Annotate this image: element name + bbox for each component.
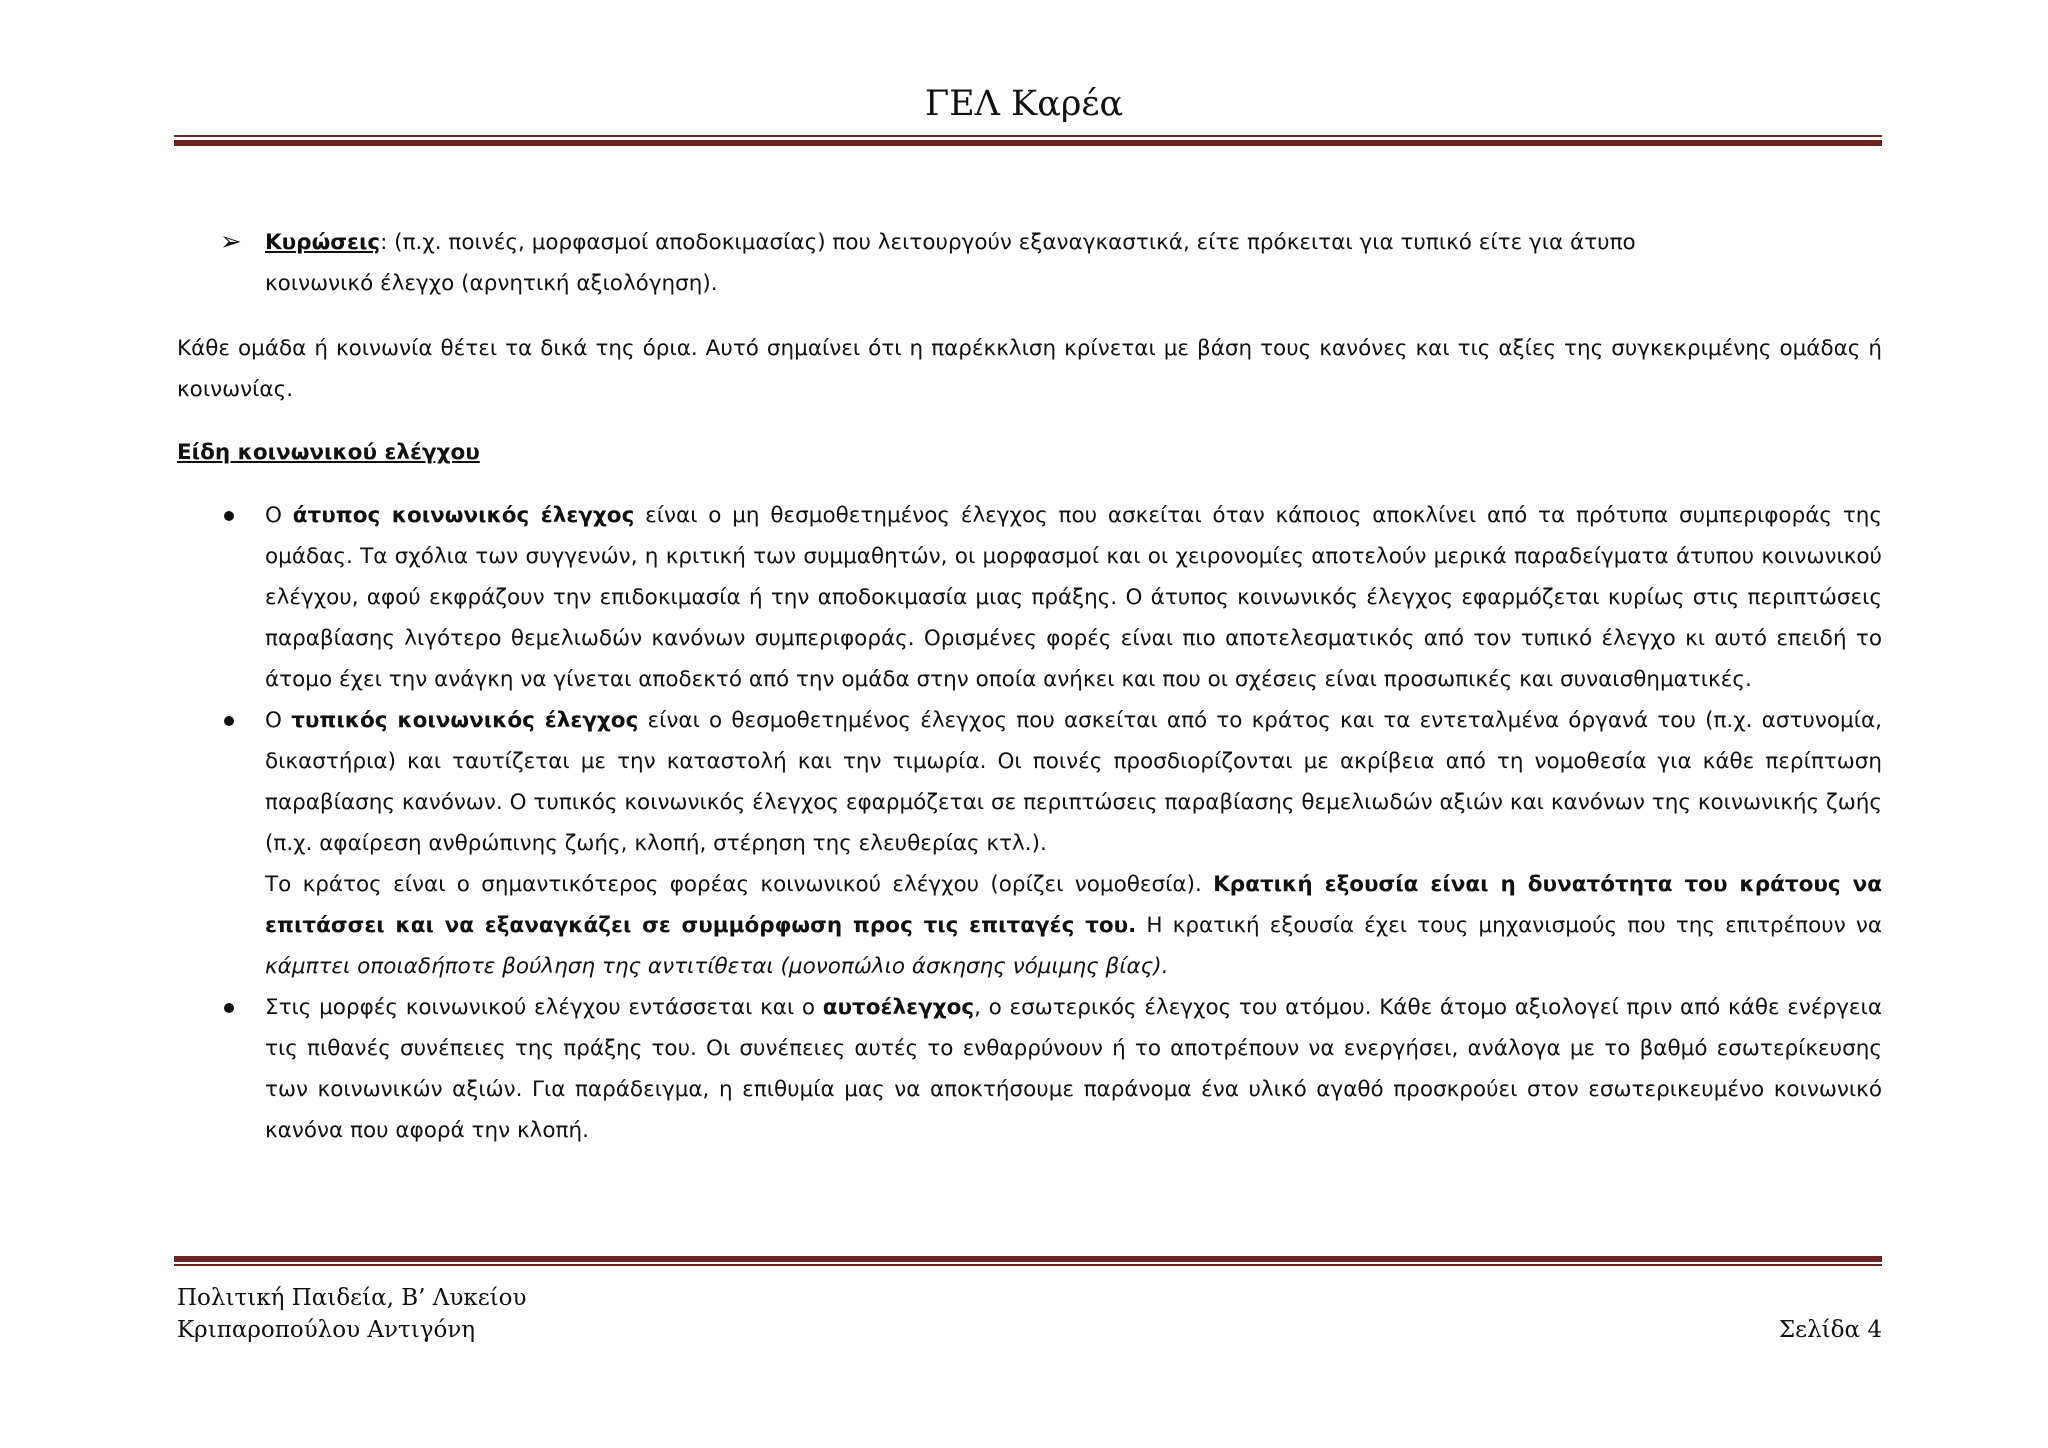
bullet-formal-control bbox=[177, 700, 1882, 987]
bullet-informal-control bbox=[177, 495, 1882, 700]
sanctions-colon: : bbox=[380, 230, 388, 255]
state-power-italic: κάμπτει οποιαδήποτε βούληση της αντιτίθεται (μονοπώλιο άσκησης νόμιμης βίας). bbox=[265, 954, 1169, 979]
state-power-lead: Το κράτος είναι ο σημαντικότερος φορέας κοινωνικού ελέγχου (ορίζει νομοθεσία). bbox=[265, 872, 1214, 897]
sanctions-term: Κυρώσεις bbox=[265, 230, 381, 255]
bullet-term: άτυπος κοινωνικός έλεγχος bbox=[292, 503, 635, 528]
arrow-bullet-icon: ➢ bbox=[220, 227, 242, 257]
state-power-definition: Κρατική εξουσία είναι η δυνατότητα του κράτους να επιτάσσει και να εξαναγκάζει σε συμμόρφωση προς τις επιταγές του. bbox=[265, 872, 1882, 938]
intro-paragraph: Κάθε ομάδα ή κοινωνία θέτει τα δικά της όρια. Αυτό σημαίνει ότι η παρέκκλιση κρίνεται με βάση τους κανόνες και τις αξίες της συγκεκριμένης ομάδας ή κοινωνίας. bbox=[177, 336, 1882, 402]
bullet-lead: Στις μορφές κοινωνικού ελέγχου εντάσσεται και ο bbox=[265, 995, 823, 1020]
sanctions-text: (π.χ. ποινές, μορφασμοί αποδοκιμασίας) που λειτουργούν εξαναγκαστικά, είτε πρόκειται για τυπικό είτε για άτυπο bbox=[387, 230, 1636, 255]
footer-author: Κριπαροπούλου Αντιγόνη bbox=[177, 1317, 476, 1343]
header-rule-bottom bbox=[174, 140, 1882, 146]
sanctions-list-item bbox=[177, 222, 1882, 304]
bullet-term: αυτοέλεγχος bbox=[822, 995, 975, 1020]
bullet-dot-icon bbox=[224, 716, 234, 726]
footer-page-number: Σελίδα 4 bbox=[1778, 1317, 1882, 1343]
sanctions-text-cont: κοινωνικό έλεγχο (αρνητική αξιολόγηση). bbox=[265, 271, 718, 296]
bullet-text: είναι ο μη θεσμοθετημένος έλεγχος που ασκείται όταν κάποιος αποκλίνει από τα πρότυπα συμπεριφοράς της ομάδας. Τα σχόλια των συγγενών, η κριτική των συμμαθητών, οι μορφασμοί και οι χειρονομίες αποτελούν μερικά παραδείγματα άτυπου κοινωνικού ελέγχου, αφού εκφράζουν την επιδοκιμασία ή την αποδοκιμασία μιας πράξης. Ο άτυπος κοινωνικός έλεγχος εφαρμόζεται κυρίως στις περιπτώσεις παραβίασης λιγότερο θεμελιωδών κανόνων συμπεριφοράς. Ορισμένες φορές είναι πιο αποτελεσματικός από τον τυπικό έλεγχο κι αυτό επειδή το άτομο έχει την ανάγκη να γίνεται αποδεκτό από την ομάδα στην οποία ανήκει και που οι σχέσεις είναι προσωπικές και συναισθηματικές. bbox=[265, 503, 1883, 692]
footer-rule-top bbox=[174, 1256, 1882, 1262]
state-power-paragraph bbox=[265, 864, 1882, 987]
footer-rule-bottom bbox=[174, 1264, 1882, 1266]
footer-left bbox=[177, 1282, 527, 1346]
page-content bbox=[177, 222, 1882, 1151]
bullet-dot-icon bbox=[224, 1003, 234, 1013]
page-header-title: ΓΕΛ Καρέα bbox=[924, 84, 1124, 124]
bullet-lead: Ο bbox=[265, 708, 292, 733]
section-heading: Είδη κοινωνικού ελέγχου bbox=[177, 440, 480, 465]
state-power-mid: Η κρατική εξουσία έχει τους μηχανισμούς που της επιτρέπουν να bbox=[1136, 913, 1882, 938]
bullet-term: τυπικός κοινωνικός έλεγχος bbox=[291, 708, 639, 733]
bullet-text: , ο εσωτερικός έλεγχος του ατόμου. Κάθε άτομο αξιολογεί πριν από κάθε ενέργεια τις πιθανές συνέπειες της πράξης του. Οι συνέπειες αυτές το ενθαρρύνουν ή το αποτρέπουν να ενεργήσει, ανάλογα με το βαθμό εσωτερίκευσης των κοινωνικών αξιών. Για παράδειγμα, η επιθυμία μας να αποκτήσουμε παράνομα ένα υλικό αγαθό προσκρούει στον εσωτερικευμένο κοινωνικό κανόνα που αφορά την κλοπή. bbox=[265, 995, 1882, 1143]
bullet-lead: Ο bbox=[265, 503, 293, 528]
footer-course: Πολιτική Παιδεία, Β’ Λυκείου bbox=[177, 1285, 527, 1311]
header-rule-top bbox=[174, 135, 1882, 137]
bullet-text: είναι ο θεσμοθετημένος έλεγχος που ασκείται από το κράτος και τα εντεταλμένα όργανά του (π.χ. αστυνομία, δικαστήρια) και ταυτίζεται με την καταστολή και την τιμωρία. Οι ποινές προσδιορίζονται με ακρίβεια από τη νομοθεσία για κάθε περίπτωση παραβίασης κανόνων. Ο τυπικός κοινωνικός έλεγχος εφαρμόζεται σε περιπτώσεις παραβίασης θεμελιωδών αξιών και κανόνων της κοινωνικής ζωής (π.χ. αφαίρεση ανθρώπινης ζωής, κλοπή, στέρηση της ελευθερίας κτλ.). bbox=[265, 708, 1882, 856]
bullet-self-control bbox=[177, 987, 1882, 1151]
bullet-dot-icon bbox=[224, 511, 234, 521]
